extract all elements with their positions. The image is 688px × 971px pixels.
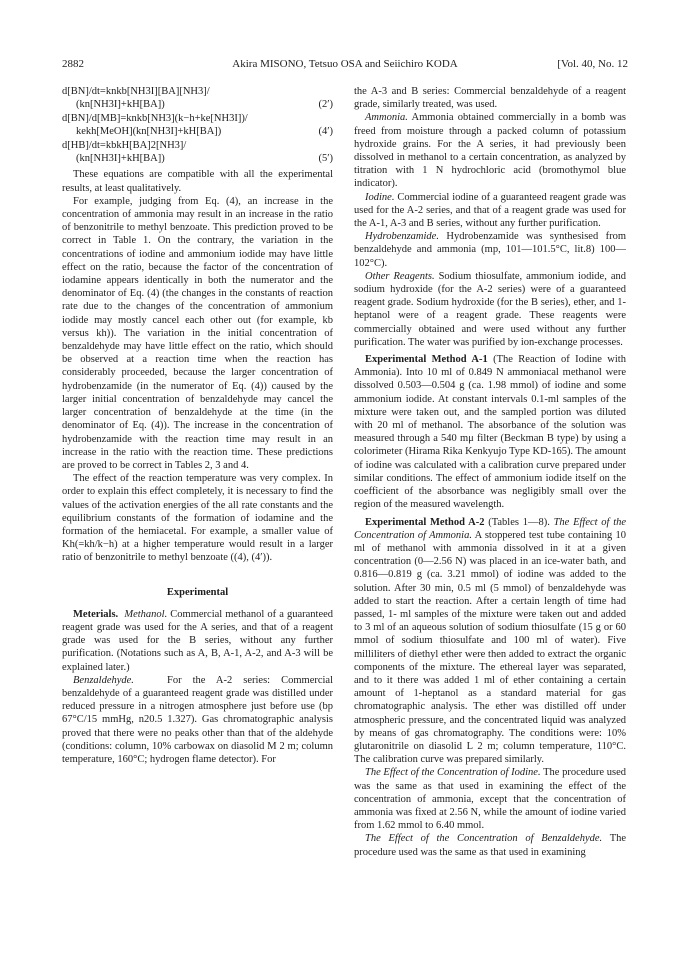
paragraph (354, 270, 626, 349)
equation-line: d[HB]/dt=kbkH[BA]2[NH3]/ (62, 139, 187, 151)
paragraph: For example, judging from Eq. (4), an increase in the concentration of ammonia may result in an increase in the ratio of benzonitrile to methyl benzoate. This prediction proved to be correct in Table 1. On the contrary, the variation in the concentrations of iodine and ammonium iodide may have little effect on the ratio, because the factor of the concentration of iodamine appears identically in both the numerator and the denominator of Eq. (4) (the changes in the constants of reaction rate due to the changes of the concentration of ammonium iodide may mostly cancel each other out (for example, kb versus kh)). The variation in the initial concentration of benzaldehyde may have little effect on the ratio, which should be observed at a reaction time when the reaction has considerably proceeded, because the larger concentration of hydrobenzamide (in the numerator of Eq. (4)) caused by the larger initial concentration of benzaldehyde may cancel the larger concentration of benzaldehyde at the time (in the denominator of Eq. (4)). The increase in the concentration of hydrobenzamide with the reaction time may result in an increase in the ratio with the reaction time. These predictions are proved to be correct in Tables 2, 3 and 4. (62, 195, 333, 471)
equation-line: d[BN]/d[MB]=knkb[NH3](k−h+ke[NH3I])/ (62, 112, 248, 124)
paragraph-text: Sodium thiosulfate, ammonium iodide, and sodium hydroxide (for the A-2 series) were of a guaranteed reagent grade. Sodium hydroxide (for the B series), ether, and 1-heptanol were of a reagent grade. These reagents were commercially obtained and were used without any further purification. The water was purified by ion-exchange processes. (354, 270, 626, 348)
paragraph (354, 766, 626, 832)
equation-number: (4′) (318, 126, 333, 138)
left-column (62, 85, 333, 766)
subheading: Methanol. (124, 608, 168, 620)
paragraph-text: Ammonia obtained commercially in a bomb was freed from moisture through a packed column of potassium hydroxide grains. For the A series, it had previously been dissolved in methanol to a certain concentration, as analyzed by titration with 1 N hydrochloric acid (bromothymol blue indicator). (354, 112, 626, 190)
paragraph: These equations are compatible with all the experimental results, at least qualitatively. (62, 169, 333, 194)
paragraph-text: Commercial iodine of a guaranteed reagent grade was used for the A-2 series, and that of a reagent grade was used for the A-1, A-3 and B series, without any further purification. (354, 191, 627, 230)
page-header (62, 58, 628, 71)
subheading: Benzaldehyde. (73, 674, 134, 686)
equation-number: (2′) (318, 99, 333, 111)
journal-volume: [Vol. 40, No. 12 (557, 58, 628, 70)
subheading: Iodine. (365, 191, 395, 203)
paragraph (62, 608, 333, 674)
equation-line: (kn[NH3I]+kH[BA]) (76, 153, 165, 165)
page-number: 2882 (62, 58, 84, 70)
equation-line: (kn[NH3I]+kH[BA]) (76, 99, 165, 111)
equation-number: (5′) (318, 153, 333, 165)
section-title: Experimental (166, 586, 229, 598)
subheading: Hydrobenzamide. (365, 231, 439, 243)
equation-line: kekh[MeOH](kn[NH3I]+kH[BA]) (76, 126, 222, 138)
subheading: Ammonia. (365, 112, 408, 124)
paragraph-text: For the A-2 series: Commercial benzaldehyde of a guaranteed reagent grade was distilled under reduced pressure in a nitrogen atmosphere just before use (bp 67°C/15 mmHg, n20.5 1.327). Gas chromatographic analysis proved that there were no peaks other than that of the aldehyde (conditions: column, 10% carbowax on diasolid M 2 m; column temperature, 160°C; hydrogen flame detector). For (62, 674, 334, 765)
paragraph: The effect of the reaction temperature was very complex. In order to explain this effect completely, it is necessary to find the values of the activation energies of the all rate constants and the equilibrium constants of the formation of iodamine and the formation of the hemiacetal. For example, a smaller value of Kh(=kh/k−h) at a higher temperature would result in a larger ratio of benzonitrile to methyl benzoate ((4), (4′)). (62, 473, 333, 564)
equation-line: d[BN]/dt=knkb[NH3I][BA][NH3]/ (62, 86, 210, 97)
subheading: The Effect of the Concentration of Iodine. (365, 767, 541, 779)
equation-4prime (62, 112, 333, 139)
paragraph-text: Commercial methanol of a guaranteed reagent grade was used for the A series, and that of a reagent grade was used for the B series, without any further purification. (Notations such as A, B, A-1, A-2, and A-3 will be explained later.) (62, 608, 334, 673)
running-authors: Akira MISONO, Tetsuo OSA and Seiichiro KODA (232, 58, 458, 70)
subheading: The Effect of the Concentration of Ammonia. (354, 516, 627, 541)
paragraph-heading: Experimental Method A-1 (365, 354, 488, 366)
equation-5prime (62, 139, 333, 166)
paragraph: the A-3 and B series: Commercial benzaldehyde of a reagent grade, similarly treated, was used. (354, 86, 626, 111)
right-column (354, 85, 626, 859)
paragraph-heading: Experimental Method A-2 (365, 516, 485, 528)
equation-2prime (62, 85, 333, 112)
paragraph (354, 832, 626, 858)
paragraph-text: Hydrobenzamide was synthesised from benzaldehyde and ammonia (mp, 101—101.5°C, lit.8) 100—102°C). (354, 231, 626, 269)
paragraph (354, 111, 626, 190)
table-reference: (Tables 1—8). (488, 516, 550, 528)
paragraph (354, 230, 626, 270)
paragraph-text: The procedure used was the same as that used in examining (354, 833, 627, 858)
paragraph (354, 191, 626, 231)
paragraph (354, 353, 626, 511)
paragraph-text: (The Reaction of Iodine with Ammonia). Into 10 ml of 0.849 N ammoniacal methanol were dissolved 0.503—0.504 g (ca. 1.98 mmol) of iodine and some ammonium iodide. At constant intervals 0.1-ml samples of the mixture were taken out, and the sampled portion was diluted with 20 ml of methanol. The absorbance of the solution was measured through a 540 mμ filter (Beckman B type) by using a colorimeter (Hirama Rika Kenkyujo Type KD-165). The amount of iodine was calculated with a calibration curve prepared under similar conditions. The effect of ammonium iodide itself on the coefficient of the absorbance was negligibly small over the region of the measured wavelength. (354, 354, 626, 511)
paragraph (354, 516, 626, 767)
paragraph-text: The procedure used was the same as that used in examining the effect of the concentration of ammonia, except that the concentration of ammonia was fixed at 2.56 N, while the amount of iodine varied from 1.62 mmol to 6.40 mmol. (354, 767, 627, 832)
paragraph-heading: Meterials. (73, 608, 119, 620)
paragraph-text: A stoppered test tube containing 10 ml of methanol with ammonia dissolved in it at a given concentration (0—2.56 N) was placed in an ice-water bath, and 0.816—0.819 g (ca. 3.21 mmol) of iodine was added to the solution. After 30 min, 0.5 ml (5 mmol) of benzaldehyde was added to start the reaction. After a certain length of time had passed, 1- ml samples of the mixture were taken out and added to 3 ml of an aqueous solution of sodium thiosulfate (15 g or 60 mmol of sodium thiosulfate and 100 ml of water). Five milliliters of diethyl ether were then added to extract the organic components of the mixture. The ethereal layer was separated, and to it there was added 1 ml of ether containing a certain amount of 1-heptanol as a standard material for gas chromatographic analysis. The ether was distilled off under atmospheric pressure, and the concentrated liquid was analyzed by means of gas chromatography. The conditions were: 10% glutaronitrile on diasolid L 2 m; column temperature, 110°C. The calibration curve was prepared similarly. (354, 529, 626, 766)
subheading: The Effect of the Concentration of Benzaldehyde. (365, 833, 603, 845)
subheading: Other Reagents. (365, 270, 435, 282)
paragraph (62, 674, 333, 766)
